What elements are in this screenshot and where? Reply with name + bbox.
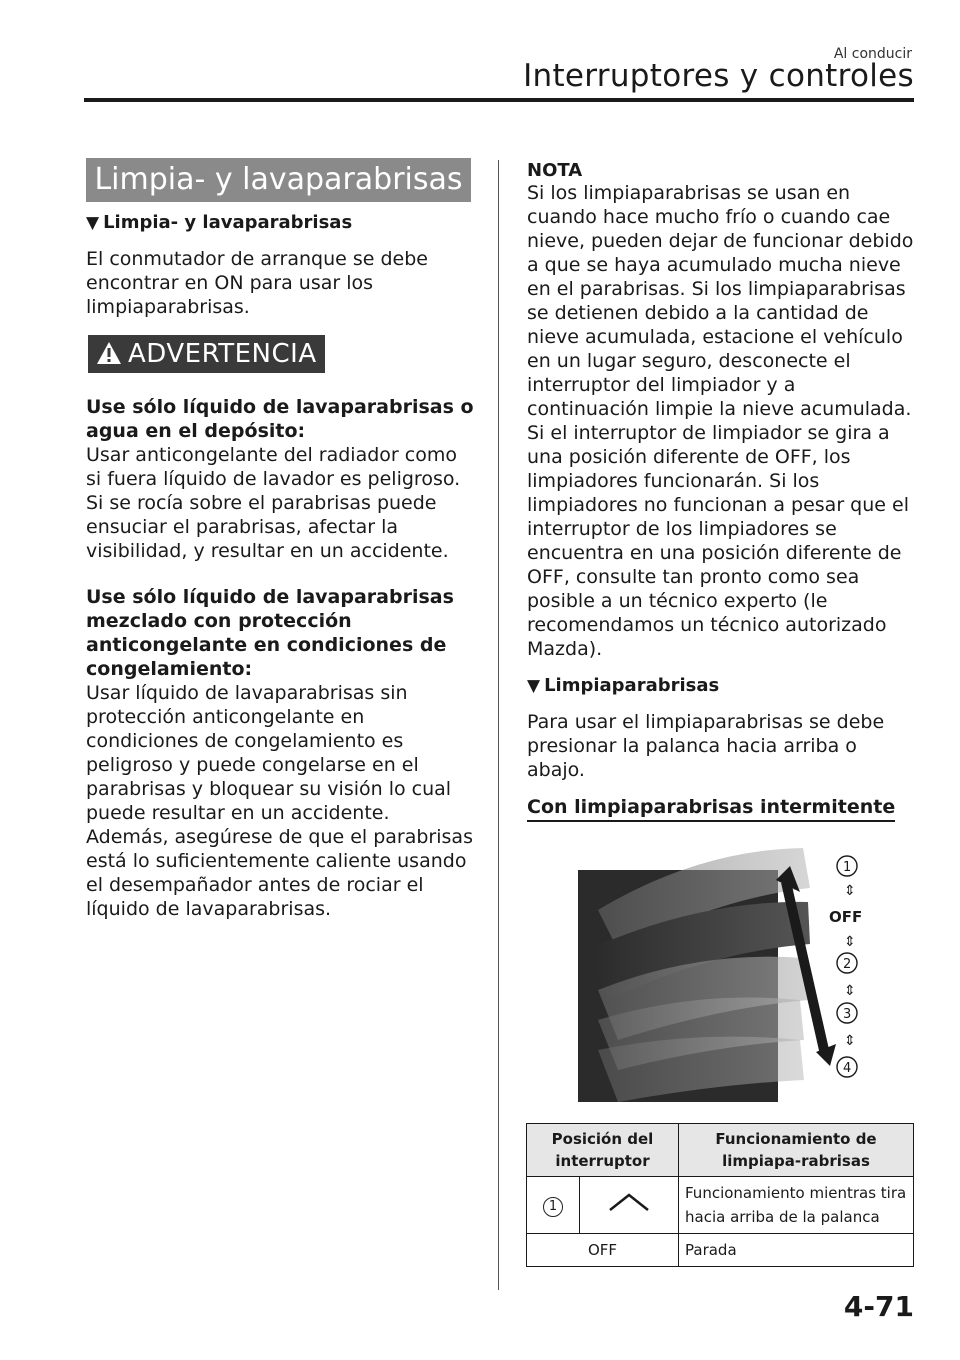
figure-label-2: 2: [843, 957, 852, 972]
nota-label: NOTA: [527, 160, 583, 181]
header-section-label: Al conducir: [833, 46, 912, 62]
table-row: [527, 1177, 914, 1234]
wiper-function-table: [526, 1123, 914, 1267]
row-function: Funcionamiento mientras tira hacia arriba de la palanca: [679, 1177, 914, 1234]
wiper-mist-icon-cell: [580, 1177, 679, 1234]
row-position-number: [527, 1177, 580, 1234]
wiper-paragraph: Para usar el limpiaparabrisas se debe presionar la palanca hacia arriba o abajo.: [527, 711, 885, 781]
warning-label: ADVERTENCIA: [128, 339, 317, 369]
row-position-off: OFF: [527, 1234, 679, 1267]
circled-number: 1: [543, 1197, 563, 1217]
triangle-down-icon: ▼: [527, 676, 541, 696]
page-number: 4-71: [843, 1290, 914, 1323]
warning2-title: Use sólo líquido de lavaparabrisas mezclado con protección anticongelante en condiciones de congelamiento:: [86, 586, 454, 680]
section-title-bar: Limpia- y lavaparabrisas: [86, 158, 471, 202]
subheading-text: Limpiaparabrisas: [544, 675, 720, 696]
row-function: Parada: [679, 1234, 914, 1267]
header-function: Funcionamiento de limpiapa-rabrisas: [679, 1124, 914, 1177]
figure-label-1: 1: [843, 860, 852, 875]
intermittent-heading: [527, 796, 917, 822]
right-column: [527, 160, 917, 822]
intermittent-heading-text: Con limpiaparabrisas intermitente: [527, 796, 895, 822]
table-row: [527, 1234, 914, 1267]
header-position: Posición del interruptor: [527, 1124, 679, 1177]
header-rule: [84, 98, 914, 102]
intro-paragraph: El conmutador de arranque se debe encontrar en ON para usar los limpiaparabrisas.: [86, 248, 428, 318]
figure-label-3: 3: [843, 1007, 852, 1022]
svg-text:⇕: ⇕: [844, 1033, 856, 1049]
warning2-body: Usar líquido de lavaparabrisas sin protección anticongelante en condiciones de congelamiento es peligroso y puede congelarse en el parabrisas y bloquear su visión lo cual puede resultar en un accidente. Además, asegúrese de que el parabrisas está lo suficientemente caliente usando el desempañador antes de rociar el líquido de lavaparabrisas.: [86, 682, 473, 920]
triangle-down-icon: ▼: [86, 213, 100, 233]
subheading-wipers: [527, 675, 917, 696]
svg-text:⇕: ⇕: [844, 983, 856, 999]
subheading-text: Limpia- y lavaparabrisas: [103, 212, 353, 233]
figure-label-4: 4: [843, 1061, 852, 1076]
nota-body: Si los limpiaparabrisas se usan en cuando hace mucho frío o cuando cae nieve, pueden dejar de funcionar debido a que se haya acumulado mucha nieve en el parabrisas. Si los limpiaparabrisas se detienen debido a la cantidad de nieve acumulada, estacione el vehículo en un lugar seguro, desconecte el interruptor del limpiador y a continuación limpie la nieve acumulada. Si el interruptor de limpiador se gira a una posición diferente de OFF, los limpiadores funcionarán. Si los limpiadores no funcionan a pesar que el interruptor de los limpiadores se encuentra en una posición diferente de OFF, consulte tan pronto como sea posible a un técnico experto (le recomendamos un técnico autorizado Mazda).: [527, 182, 914, 660]
chevron-up-icon: [604, 1199, 654, 1217]
wiper-lever-figure: [578, 840, 878, 1102]
figure-label-off: OFF: [829, 908, 863, 926]
warning1-title: Use sólo líquido de lavaparabrisas o agua en el depósito:: [86, 396, 474, 442]
warning-banner: [88, 335, 325, 373]
subheading-wipers-washers: [86, 212, 476, 233]
column-divider: [498, 160, 499, 1290]
header-title: Interruptores y controles: [523, 58, 914, 94]
table-header-row: [527, 1124, 914, 1177]
svg-text:⇕: ⇕: [844, 883, 856, 899]
left-column: [86, 212, 476, 921]
warning-triangle-icon: [96, 341, 122, 365]
warning1-body: Usar anticongelante del radiador como si fuera líquido de lavador es peligroso. Si se rocía sobre el parabrisas puede ensuciar el parabrisas, afectar la visibilidad, y resultar en un accidente.: [86, 444, 461, 562]
svg-text:⇕: ⇕: [844, 934, 856, 950]
